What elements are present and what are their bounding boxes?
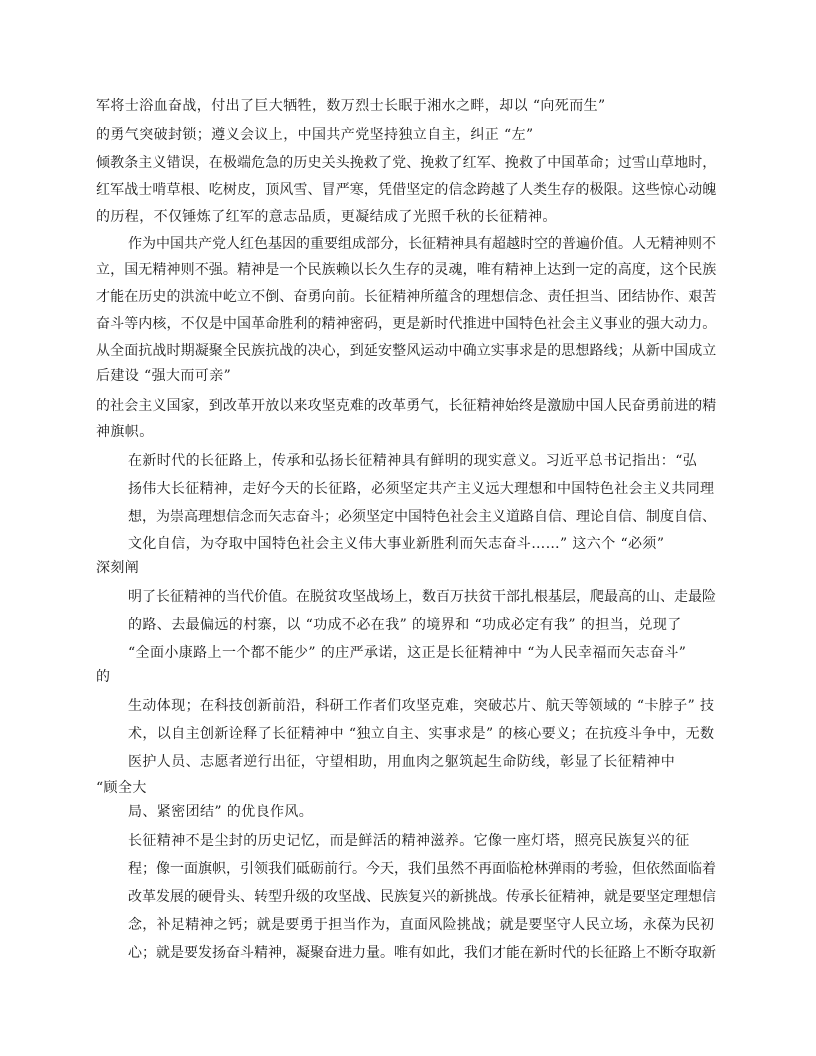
text-line: 的社会主义国家，到改革开放以来攻坚克难的改革勇气，长征精神始终是激励中国人民奋勇前进的精 — [96, 398, 717, 414]
text-line: 作为中国共产党人红色基因的重要组成部分，长征精神具有超越时空的普遍价值。人无精神则不 — [128, 236, 716, 252]
text-line: 从全面抗战时期凝聚全民族抗战的决心，到延安整风运动中确立实事求是的思想路线；从新中国成立 — [96, 343, 717, 359]
text-line: 的 — [96, 669, 111, 685]
text-line: 想，为崇高理想信念而矢志奋斗；必须坚定中国特色社会主义道路自信、理论自信、制度自信、 — [128, 509, 716, 525]
text-line: “全面小康路上一个都不能少” 的庄严承诺，这正是长征精神中 “为人民幸福而矢志奋斗” — [128, 645, 687, 661]
text-line: 在新时代的长征路上，传承和弘扬长征精神具有鲜明的现实意义。习近平总书记指出：“弘 — [128, 453, 698, 469]
text-line: 立，国无精神则不强。精神是一个民族赖以长久生存的灵魂，唯有精神上达到一定的高度，这个民族 — [96, 262, 717, 278]
text-line: 术，以自主创新诠释了长征精神中 “独立自主、实事求是” 的核心要义；在抗疫斗争中，无数 — [128, 726, 715, 742]
text-line: 扬伟大长征精神，走好今天的长征路，必须坚定共产主义远大理想和中国特色社会主义共同理 — [128, 481, 715, 497]
text-line: 文化自信，为夺取中国特色社会主义伟大事业新胜利而矢志奋斗……” 这六个 “必须” — [128, 536, 665, 552]
text-line: 改革发展的硬骨头、转型升级的攻坚战、民族复兴的新挑战。传承长征精神，就是要坚定理想信 — [128, 889, 716, 905]
text-line: 才能在历史的洪流中屹立不倒、奋勇向前。长征精神所蕴含的理想信念、责任担当、团结协作、艰苦 — [96, 289, 717, 305]
text-line: 奋斗等内核，不仅是中国革命胜利的精神密码，更是新时代推进中国特色社会主义事业的强大动力。 — [96, 316, 717, 332]
text-line: 的勇气突破封锁；遵义会议上，中国共产党坚持独立自主，纠正 “左” — [96, 127, 534, 143]
text-line: 心；就是要发扬奋斗精神，凝聚奋进力量。唯有如此，我们才能在新时代的长征路上不断夺取新 — [128, 945, 716, 961]
text-line: 红军战士啃草根、吃树皮，顶风雪、冒严寒，凭借坚定的信念跨越了人类生存的极限。这些惊心动魄 — [96, 182, 717, 198]
text-line: 神旗帜。 — [96, 424, 154, 440]
text-line: 的路、去最偏远的村寨，以 “功成不必在我” 的境界和 “功成必定有我” 的担当，兑现了 — [128, 617, 682, 633]
text-line: 的历程，不仅锤炼了红军的意志品质，更凝结成了光照千秋的长征精神。 — [96, 209, 557, 225]
text-line: 军将士浴血奋战，付出了巨大牺牲，数万烈士长眠于湘水之畔，却以 “向死而生” — [96, 98, 606, 114]
text-line: 明了长征精神的当代价值。在脱贫攻坚战场上，数百万扶贫干部扎根基层，爬最高的山、走最险 — [128, 589, 716, 605]
text-line: 生动体现；在科技创新前沿，科研工作者们攻坚克难，突破芯片、航天等领域的 “卡脖子” 技 — [128, 698, 715, 714]
text-line: 后建设 “强大而可亲” — [96, 368, 232, 384]
text-line: 念，补足精神之钙；就是要勇于担当作为，直面风险挑战；就是要坚守人民立场，永葆为民初 — [128, 917, 715, 933]
text-line: 倾教条主义错误，在极端危急的历史关头挽救了党、挽救了红军、挽救了中国革命；过雪山草地时， — [96, 155, 717, 171]
text-line: “顾全大 — [96, 780, 147, 796]
text-line: 深刻阐 — [96, 560, 140, 576]
text-line: 医护人员、志愿者逆行出征，守望相助，用血肉之躯筑起生命防线，彰显了长征精神中 — [128, 754, 676, 770]
text-line: 长征精神不是尘封的历史记忆，而是鲜活的精神滋养。它像一座灯塔，照亮民族复兴的征 — [128, 833, 690, 849]
text-line: 局、紧密团结” 的优良作风。 — [128, 804, 314, 820]
text-line: 程；像一面旗帜，引领我们砥砺前行。今天，我们虽然不再面临枪林弹雨的考验，但依然面临着 — [128, 861, 716, 877]
